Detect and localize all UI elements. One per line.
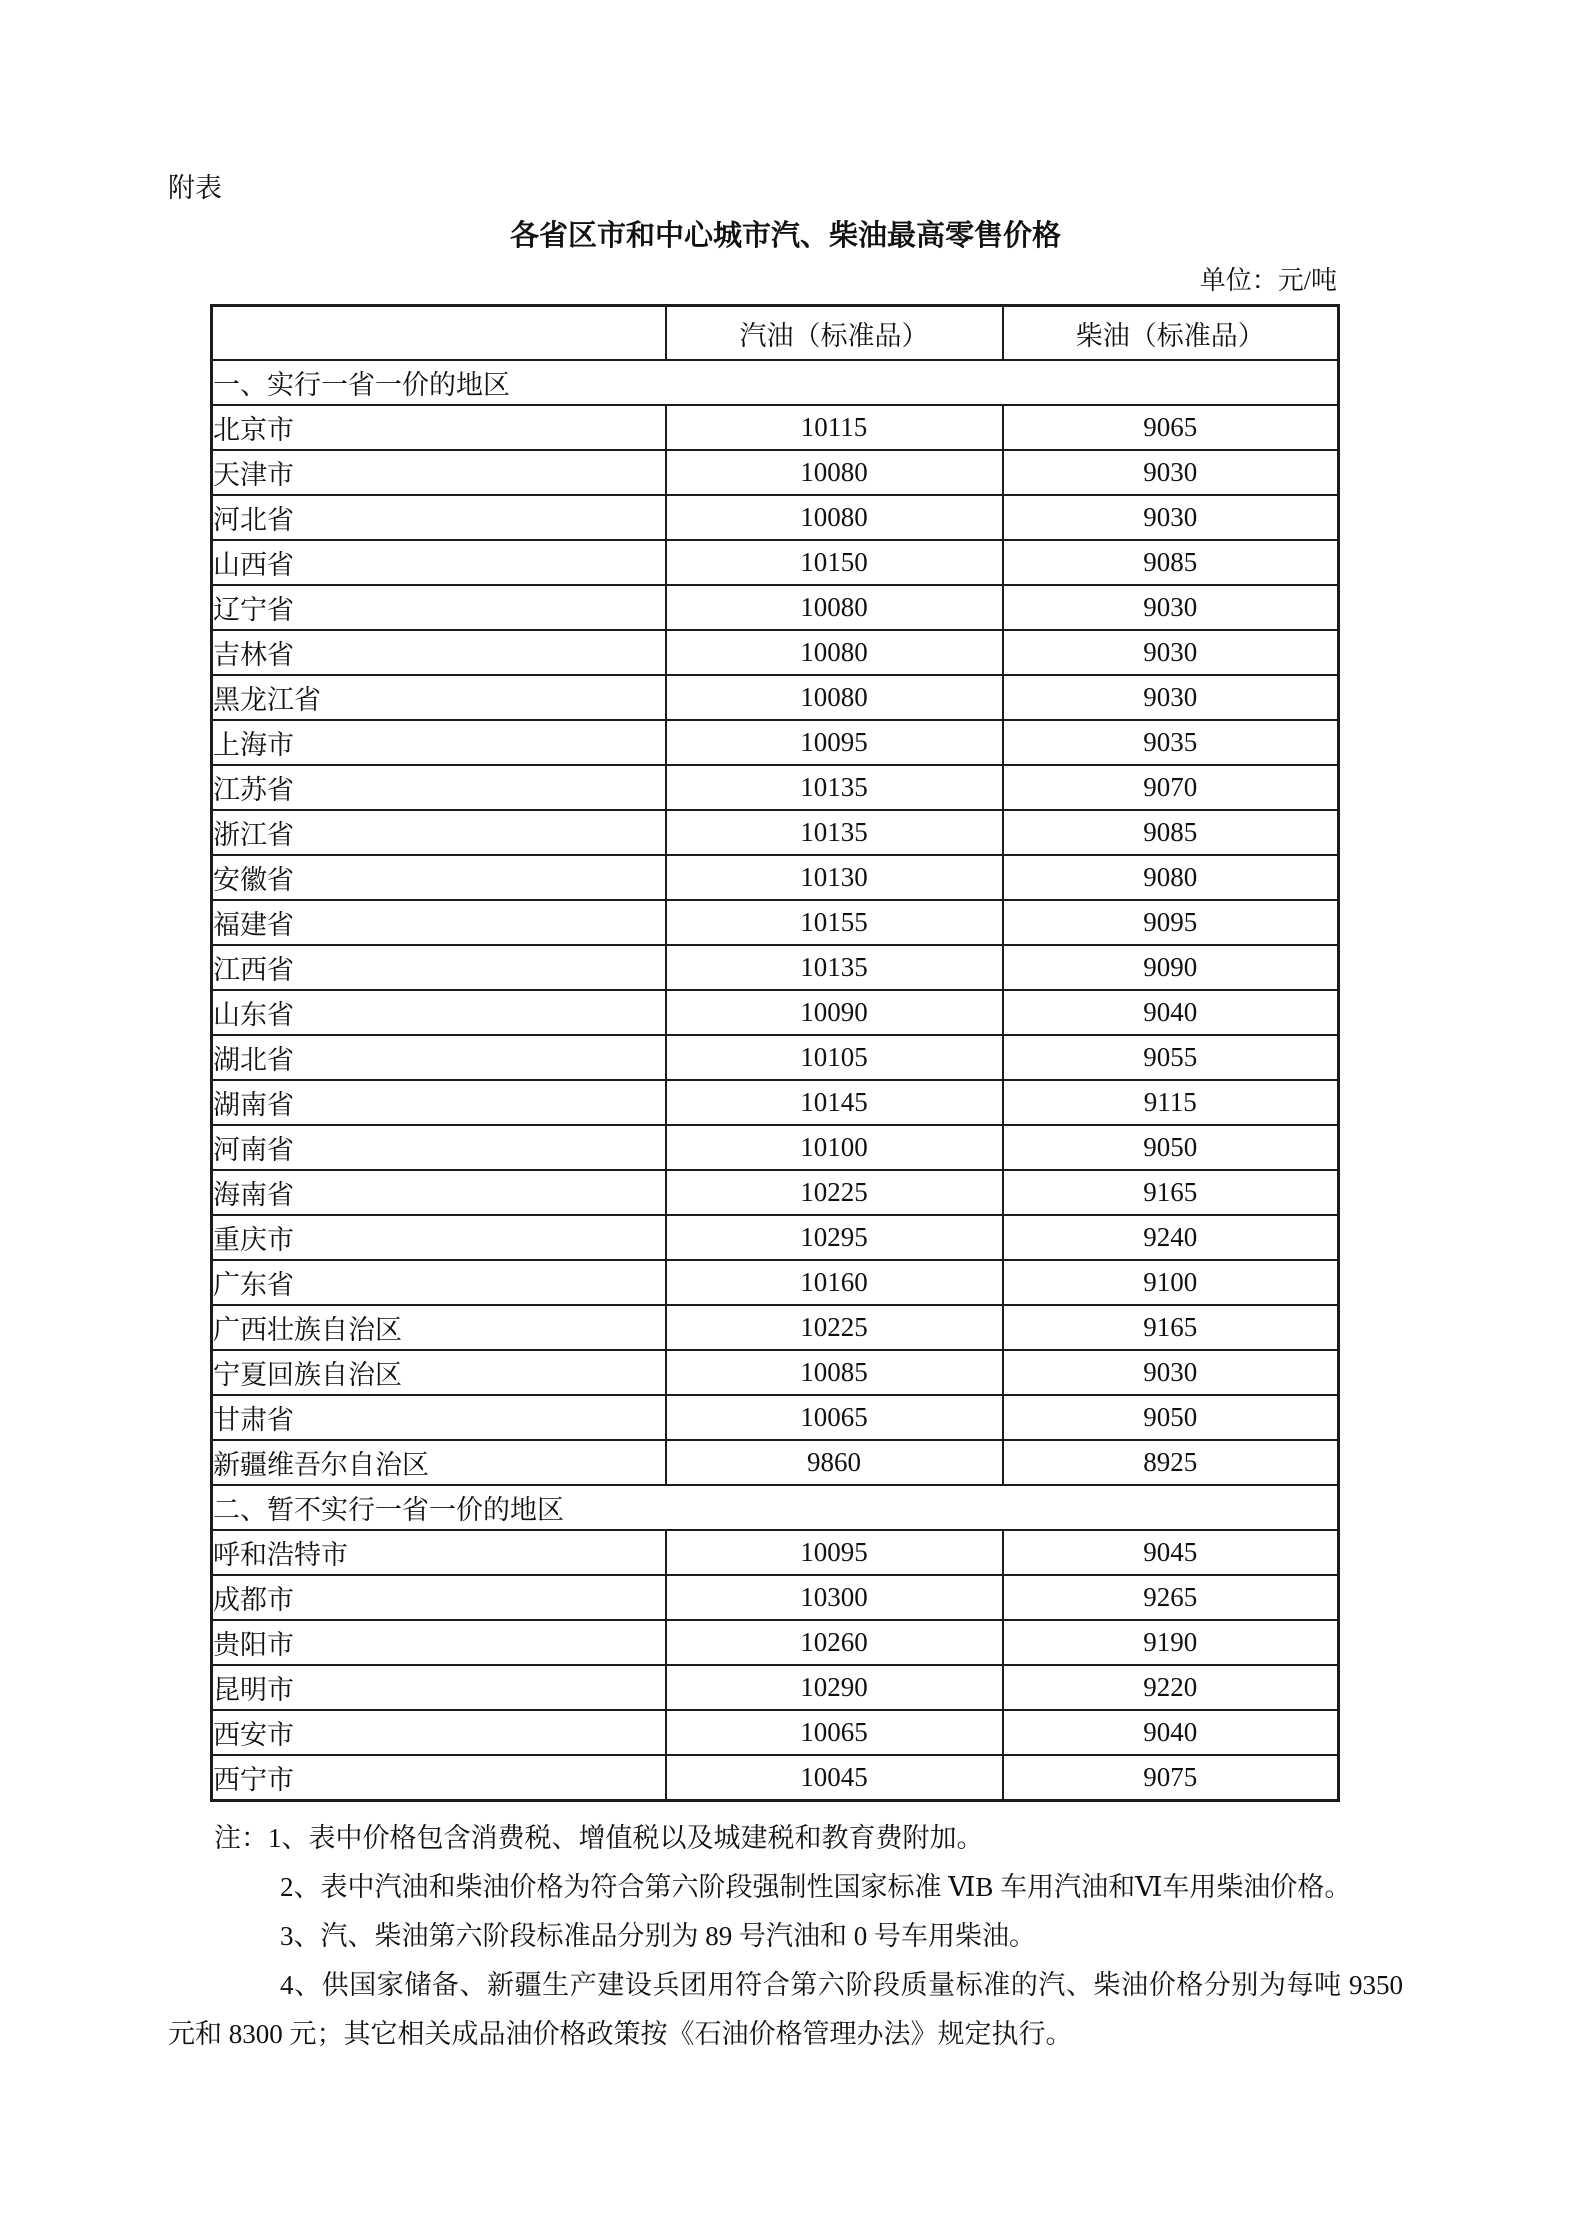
gasoline-price-cell: 10095 xyxy=(666,720,1003,765)
gasoline-price-cell: 10080 xyxy=(666,450,1003,495)
section-header: 一、实行一省一价的地区 xyxy=(212,360,1339,405)
diesel-price-cell: 9240 xyxy=(1003,1215,1339,1260)
diesel-price-cell: 9165 xyxy=(1003,1305,1339,1350)
region-cell: 河北省 xyxy=(212,495,666,540)
table-row xyxy=(212,450,1339,495)
region-cell: 辽宁省 xyxy=(212,585,666,630)
region-cell: 昆明市 xyxy=(212,1665,666,1710)
region-cell: 成都市 xyxy=(212,1575,666,1620)
notes xyxy=(168,1814,1403,2059)
gasoline-price-cell: 10045 xyxy=(666,1755,1003,1801)
gasoline-price-cell: 10105 xyxy=(666,1035,1003,1080)
diesel-price-cell: 9035 xyxy=(1003,720,1339,765)
region-cell: 宁夏回族自治区 xyxy=(212,1350,666,1395)
diesel-price-cell: 9055 xyxy=(1003,1035,1339,1080)
region-cell: 江西省 xyxy=(212,945,666,990)
gasoline-price-cell: 10080 xyxy=(666,495,1003,540)
gasoline-price-cell: 10135 xyxy=(666,810,1003,855)
diesel-price-cell: 9220 xyxy=(1003,1665,1339,1710)
gasoline-price-cell: 10135 xyxy=(666,945,1003,990)
table-row xyxy=(212,1170,1339,1215)
region-cell: 广东省 xyxy=(212,1260,666,1305)
table-header-row xyxy=(212,306,1339,361)
diesel-price-cell: 9075 xyxy=(1003,1755,1339,1801)
diesel-price-cell: 9065 xyxy=(1003,405,1339,450)
table-row xyxy=(212,1035,1339,1080)
gasoline-price-cell: 10130 xyxy=(666,855,1003,900)
diesel-price-cell: 9090 xyxy=(1003,945,1339,990)
diesel-price-cell: 9030 xyxy=(1003,1350,1339,1395)
diesel-price-cell: 9085 xyxy=(1003,540,1339,585)
gasoline-price-cell: 9860 xyxy=(666,1440,1003,1485)
gasoline-price-cell: 10135 xyxy=(666,765,1003,810)
gasoline-price-cell: 10295 xyxy=(666,1215,1003,1260)
table-row xyxy=(212,1440,1339,1485)
gasoline-price-cell: 10115 xyxy=(666,405,1003,450)
table-row xyxy=(212,585,1339,630)
diesel-price-cell: 9265 xyxy=(1003,1575,1339,1620)
gasoline-price-cell: 10260 xyxy=(666,1620,1003,1665)
column-header-region xyxy=(212,306,666,361)
column-header-gasoline: 汽油（标准品） xyxy=(666,306,1003,361)
gasoline-price-cell: 10150 xyxy=(666,540,1003,585)
diesel-price-cell: 9070 xyxy=(1003,765,1339,810)
diesel-price-cell: 9040 xyxy=(1003,1710,1339,1755)
diesel-price-cell: 9190 xyxy=(1003,1620,1339,1665)
note-item: 注：1、表中价格包含消费税、增值税以及城建税和教育费附加。 xyxy=(214,1823,984,1853)
table-row xyxy=(212,1350,1339,1395)
table-row xyxy=(212,900,1339,945)
table-row xyxy=(212,1215,1339,1260)
gasoline-price-cell: 10160 xyxy=(666,1260,1003,1305)
table-row xyxy=(212,1080,1339,1125)
diesel-price-cell: 9095 xyxy=(1003,900,1339,945)
table-row xyxy=(212,990,1339,1035)
note-item: 2、表中汽油和柴油价格为符合第六阶段强制性国家标准 ⅥB 车用汽油和Ⅵ车用柴油价格。 xyxy=(280,1872,1352,1902)
table-row xyxy=(212,540,1339,585)
diesel-price-cell: 9165 xyxy=(1003,1170,1339,1215)
region-cell: 甘肃省 xyxy=(212,1395,666,1440)
diesel-price-cell: 9080 xyxy=(1003,855,1339,900)
table-row xyxy=(212,675,1339,720)
region-cell: 山西省 xyxy=(212,540,666,585)
unit-label: 单位：元/吨 xyxy=(1199,266,1337,295)
gasoline-price-cell: 10080 xyxy=(666,585,1003,630)
gasoline-price-cell: 10145 xyxy=(666,1080,1003,1125)
section-header: 二、暂不实行一省一价的地区 xyxy=(212,1485,1339,1530)
region-cell: 广西壮族自治区 xyxy=(212,1305,666,1350)
table-row xyxy=(212,855,1339,900)
table-row xyxy=(212,765,1339,810)
table-row xyxy=(212,1530,1339,1575)
region-cell: 贵阳市 xyxy=(212,1620,666,1665)
table-row xyxy=(212,630,1339,675)
gasoline-price-cell: 10065 xyxy=(666,1395,1003,1440)
region-cell: 安徽省 xyxy=(212,855,666,900)
diesel-price-cell: 9030 xyxy=(1003,675,1339,720)
diesel-price-cell: 8925 xyxy=(1003,1440,1339,1485)
table-row xyxy=(212,1710,1339,1755)
diesel-price-cell: 9085 xyxy=(1003,810,1339,855)
region-cell: 上海市 xyxy=(212,720,666,765)
diesel-price-cell: 9040 xyxy=(1003,990,1339,1035)
table-row xyxy=(212,1620,1339,1665)
gasoline-price-cell: 10085 xyxy=(666,1350,1003,1395)
table-row xyxy=(212,1305,1339,1350)
region-cell: 重庆市 xyxy=(212,1215,666,1260)
region-cell: 黑龙江省 xyxy=(212,675,666,720)
table-row xyxy=(212,1395,1339,1440)
region-cell: 江苏省 xyxy=(212,765,666,810)
table-row xyxy=(212,1575,1339,1620)
table-row xyxy=(212,945,1339,990)
appendix-label: 附表 xyxy=(168,173,222,203)
table-row xyxy=(212,405,1339,450)
price-table xyxy=(210,304,1340,1802)
table-row xyxy=(212,810,1339,855)
section-header-row xyxy=(212,1485,1339,1530)
region-cell: 天津市 xyxy=(212,450,666,495)
table-row xyxy=(212,720,1339,765)
diesel-price-cell: 9030 xyxy=(1003,630,1339,675)
diesel-price-cell: 9115 xyxy=(1003,1080,1339,1125)
table-row xyxy=(212,1125,1339,1170)
diesel-price-cell: 9050 xyxy=(1003,1125,1339,1170)
gasoline-price-cell: 10300 xyxy=(666,1575,1003,1620)
region-cell: 北京市 xyxy=(212,405,666,450)
gasoline-price-cell: 10155 xyxy=(666,900,1003,945)
region-cell: 河南省 xyxy=(212,1125,666,1170)
page-title: 各省区市和中心城市汽、柴油最高零售价格 xyxy=(509,220,1061,252)
gasoline-price-cell: 10225 xyxy=(666,1170,1003,1215)
gasoline-price-cell: 10090 xyxy=(666,990,1003,1035)
diesel-price-cell: 9045 xyxy=(1003,1530,1339,1575)
section-header-row xyxy=(212,360,1339,405)
diesel-price-cell: 9100 xyxy=(1003,1260,1339,1305)
diesel-price-cell: 9030 xyxy=(1003,585,1339,630)
region-cell: 山东省 xyxy=(212,990,666,1035)
diesel-price-cell: 9050 xyxy=(1003,1395,1339,1440)
diesel-price-cell: 9030 xyxy=(1003,450,1339,495)
gasoline-price-cell: 10065 xyxy=(666,1710,1003,1755)
region-cell: 湖南省 xyxy=(212,1080,666,1125)
note-item: 4、供国家储备、新疆生产建设兵团用符合第六阶段质量标准的汽、柴油价格分别为每吨 9350 元和 8300 元；其它相关成品油价格政策按《石油价格管理办法》规定执行。 xyxy=(168,1970,1403,2049)
region-cell: 海南省 xyxy=(212,1170,666,1215)
region-cell: 吉林省 xyxy=(212,630,666,675)
table-row xyxy=(212,1260,1339,1305)
region-cell: 西安市 xyxy=(212,1710,666,1755)
region-cell: 新疆维吾尔自治区 xyxy=(212,1440,666,1485)
gasoline-price-cell: 10225 xyxy=(666,1305,1003,1350)
region-cell: 福建省 xyxy=(212,900,666,945)
gasoline-price-cell: 10095 xyxy=(666,1530,1003,1575)
gasoline-price-cell: 10080 xyxy=(666,675,1003,720)
column-header-diesel: 柴油（标准品） xyxy=(1003,306,1339,361)
region-cell: 浙江省 xyxy=(212,810,666,855)
gasoline-price-cell: 10080 xyxy=(666,630,1003,675)
note-item: 3、汽、柴油第六阶段标准品分别为 89 号汽油和 0 号车用柴油。 xyxy=(280,1921,1036,1951)
table-row xyxy=(212,1755,1339,1801)
gasoline-price-cell: 10100 xyxy=(666,1125,1003,1170)
price-table-body xyxy=(212,306,1339,1801)
diesel-price-cell: 9030 xyxy=(1003,495,1339,540)
table-row xyxy=(212,495,1339,540)
gasoline-price-cell: 10290 xyxy=(666,1665,1003,1710)
table-row xyxy=(212,1665,1339,1710)
region-cell: 西宁市 xyxy=(212,1755,666,1801)
region-cell: 湖北省 xyxy=(212,1035,666,1080)
region-cell: 呼和浩特市 xyxy=(212,1530,666,1575)
